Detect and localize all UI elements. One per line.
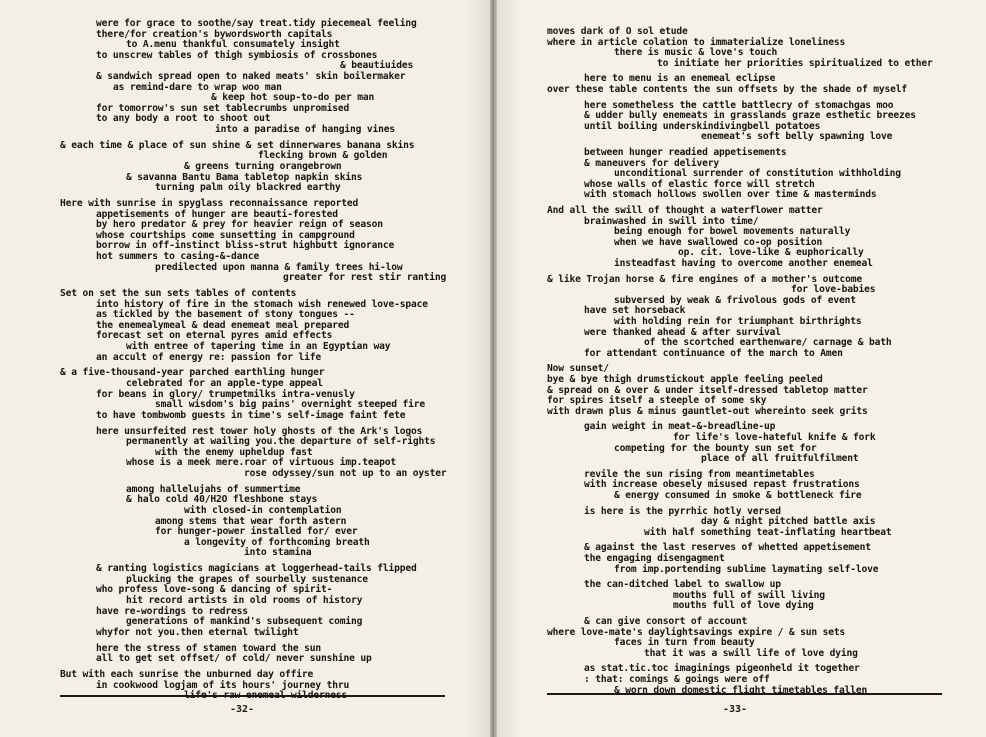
text-line: until boiling underskindivingbell potatoes bbox=[584, 120, 821, 132]
text-line: here sometheless the cattle battlecry of stomachgas moo bbox=[584, 99, 894, 111]
text-line: among hallelujahs of summertime bbox=[126, 483, 301, 495]
text-line: into history of fire in the stomach wish renewed love-space bbox=[96, 298, 428, 310]
text-line: from imp.portending sublime laymating self-love bbox=[614, 563, 879, 575]
text-line: is here is the pyrrhic hotly versed bbox=[584, 505, 781, 517]
text-line: here to menu is an enemeal eclipse bbox=[584, 73, 776, 85]
text-line: bye & bye thigh drumstickout apple feeling peeled bbox=[547, 374, 823, 385]
text-line: : that: comings & goings were off bbox=[584, 674, 770, 685]
text-line: mouths full of love dying bbox=[673, 600, 814, 612]
text-line: there/for creation's bywordsworth capitals bbox=[96, 28, 333, 40]
text-line: who profess love-song & dancing of spirit- bbox=[96, 584, 333, 596]
text-line: the can-ditched label to swallow up bbox=[584, 579, 781, 591]
text-line: with drawn plus & minus gauntlet-out whereinto seek grits bbox=[547, 405, 868, 417]
text-line: Set on set the sun sets tables of contents bbox=[60, 288, 297, 299]
text-line: small wisdom's big pains' overnight steeped fire bbox=[155, 399, 426, 411]
text-line: for hunger-power installed for/ ever bbox=[155, 526, 358, 538]
text-line: & keep hot soup-to-do per man bbox=[211, 92, 375, 104]
text-line: & each time & place of sun shine & set dinnerwares banana skins bbox=[60, 139, 415, 151]
text-line: as stat.tic.toc imaginings pigeonheld it together bbox=[584, 663, 860, 675]
text-line: the engaging disengagment bbox=[584, 553, 725, 564]
text-line: here the stress of stamen toward the sun bbox=[96, 642, 322, 654]
text-line: have set horseback bbox=[584, 305, 686, 317]
text-line: celebrated for an apple-type appeal bbox=[126, 378, 323, 389]
text-line: unconditional surrender of constitution withholding bbox=[614, 168, 901, 180]
text-line: were for grace to soothe/say treat.tidy piecemeal feeling bbox=[96, 18, 417, 29]
text-line: greater for rest stir ranting bbox=[283, 272, 447, 284]
text-line: into a paradise of hanging vines bbox=[215, 124, 396, 135]
text-line: among stems that wear forth astern bbox=[155, 515, 347, 527]
text-line: with closed-in contemplation bbox=[184, 505, 342, 516]
text-line: Now sunset/ bbox=[547, 363, 609, 375]
page-number: -32- bbox=[230, 704, 255, 715]
text-line: & like Trojan horse & fire engines of a mother's outcome bbox=[547, 273, 863, 285]
text-line: moves dark of O sol etude bbox=[547, 26, 688, 37]
text-line: there is music & love's touch bbox=[614, 47, 778, 59]
text-line: whose walls of elastic force will stretch bbox=[584, 178, 815, 190]
text-line: & beautiuides bbox=[340, 60, 414, 72]
text-line: op. cit. love-like & euphorically bbox=[678, 247, 864, 259]
text-line: were thanked ahead & after survival bbox=[584, 326, 781, 338]
text-line: that it was a swill life of love dying bbox=[644, 647, 858, 659]
text-line: whose courtships come sunsetting in campground bbox=[96, 229, 355, 241]
text-line: & against the last reserves of whetted appetisement bbox=[584, 542, 871, 554]
text-line: borrow in off-instinct bliss-strut highbutt ignorance bbox=[96, 240, 395, 252]
text-line: here unsurfeited rest tower holy ghosts of the Ark's logos bbox=[96, 425, 423, 437]
text-line: with stomach hollows swollen over time & masterminds bbox=[584, 189, 877, 201]
text-line: into stamina bbox=[244, 547, 312, 559]
text-line: where in article colation to immaterialize loneliness bbox=[547, 36, 846, 48]
text-line: an accult of energy re: passion for life bbox=[96, 351, 322, 363]
left-page bbox=[0, 0, 491, 737]
text-line: by hero predator & prey for heavier reign of season bbox=[96, 219, 383, 231]
text-line: for love-babies bbox=[791, 284, 876, 296]
text-line: permanently at wailing you.the departure of self-rights bbox=[126, 436, 436, 448]
text-line: with increase obesely misused repast frustrations bbox=[584, 479, 860, 491]
text-line: flecking brown & golden bbox=[258, 150, 388, 162]
text-line: rose odyssey/sun not up to an oyster bbox=[244, 468, 447, 479]
text-line: insteadfast having to overcome another enemeal bbox=[614, 258, 873, 269]
text-line: all to get set offset/ of cold/ never sunshine up bbox=[96, 653, 372, 665]
text-line: for attendant continuance of the march to Amen bbox=[584, 347, 843, 359]
text-line: with entree of tapering time in an Egyptian way bbox=[126, 341, 391, 352]
text-line: & greens turning orangebrown bbox=[184, 161, 342, 172]
text-line: to any body a root to shoot out bbox=[96, 113, 271, 125]
text-line: & can give consort of account bbox=[584, 616, 748, 627]
page-number: -33- bbox=[723, 704, 748, 715]
text-line: for life's love-hateful knife & fork bbox=[673, 432, 876, 443]
text-line: revile the sun rising from meantimetables bbox=[584, 468, 815, 480]
text-line: Here with sunrise in spyglass reconnaissance reported bbox=[60, 198, 359, 209]
text-line: gain weight in meat-&-breadline-up bbox=[584, 421, 776, 433]
text-line: day & night pitched battle axis bbox=[701, 516, 876, 528]
text-line: turning palm oily blackred earthy bbox=[155, 182, 341, 194]
text-line: over these table contents the sun offsets by the shade of myself bbox=[547, 84, 908, 95]
text-line: with holding rein for triumphant birthrights bbox=[614, 316, 862, 327]
text-line: & maneuvers for delivery bbox=[584, 157, 720, 169]
text-line: & energy consumed in smoke & bottleneck fire bbox=[614, 490, 862, 501]
text-line: hot summers to casing-&-dance bbox=[96, 251, 260, 262]
text-line: & spread on & over & under itself-dressed tabletop matter bbox=[547, 384, 868, 396]
text-line: to initiate her priorities spiritualized to ether bbox=[657, 57, 933, 69]
text-line: the enemealymeal & dead enemeat meal prepared bbox=[96, 319, 350, 331]
text-line: forecast set on eternal pyres amid effects bbox=[96, 330, 333, 342]
text-line: place of all fruitfulfilment bbox=[701, 453, 859, 465]
text-line: faces in turn from beauty bbox=[614, 637, 755, 649]
text-line: with half something teat-inflating heartbeat bbox=[644, 526, 892, 538]
text-line: generations of mankind's subsequent coming bbox=[126, 616, 363, 628]
text-line: hit record artists in old rooms of history bbox=[126, 595, 363, 606]
text-line: have re-wordings to redress bbox=[96, 605, 248, 617]
text-line: being enough for bowel movements naturally bbox=[614, 226, 851, 238]
text-line: And all the swill of thought a waterflower matter bbox=[547, 205, 823, 216]
text-line: to unscrew tables of thigh symbiosis of crossbones bbox=[96, 49, 378, 61]
text-line: & savanna Bantu Bama tabletop napkin skins bbox=[126, 171, 363, 183]
text-line: to A.menu thankful consumately insight bbox=[126, 39, 340, 51]
text-line: plucking the grapes of sourbelly sustenance bbox=[126, 573, 368, 585]
page-gutter-shadow bbox=[497, 0, 521, 737]
text-line: mouths full of swill living bbox=[673, 589, 825, 601]
text-line: But with each sunrise the unburned day offire bbox=[60, 669, 314, 680]
text-line: a longevity of forthcoming breath bbox=[184, 536, 370, 548]
text-line: & ranting logistics magicians at loggerhead-tails flipped bbox=[96, 563, 417, 575]
text-line: whyfor not you.then eternal twilight bbox=[96, 626, 299, 638]
text-line: subversed by weak & frivolous gods of event bbox=[614, 294, 856, 306]
text-line: predilected upon manna & family trees hi-low bbox=[155, 261, 403, 273]
text-line: brainwashed in swill into time/ bbox=[584, 215, 759, 227]
text-line: where love-mate's daylightsavings expire / & sun sets bbox=[547, 626, 846, 638]
text-line: & a five-thousand-year parched earthling hunger bbox=[60, 367, 325, 379]
text-line: & worn down domestic flight timetables fallen bbox=[614, 684, 868, 696]
text-line: enemeat's soft belly spawning love bbox=[701, 131, 893, 143]
right-page bbox=[497, 0, 986, 737]
text-line: & sandwich spread open to naked meats' skin boilermaker bbox=[96, 71, 406, 82]
text-line: between hunger readied appetisements bbox=[584, 147, 787, 158]
text-line: for spires itself a steeple of some sky bbox=[547, 395, 767, 407]
text-line: for beans in glory/ trumpetmilks intra-venusly bbox=[96, 388, 355, 400]
text-line: as remind-dare to wrap woo man bbox=[113, 81, 282, 93]
book-gutter bbox=[490, 0, 497, 737]
text-line: & udder bully enemeats in grasslands graze esthetic breezes bbox=[584, 110, 916, 122]
text-line: to have tombwomb guests in time's self-image faint fete bbox=[96, 409, 406, 421]
text-line: as tickled by the basement of stony tongues -- bbox=[96, 309, 355, 321]
page-gutter-shadow bbox=[466, 0, 490, 737]
text-line: competing for the bounty sun set for bbox=[614, 442, 817, 454]
text-line: when we have swallowed co-op position bbox=[614, 236, 823, 248]
text-line: appetisements of hunger are beauti-forested bbox=[96, 208, 338, 220]
text-line: with the enemy upheldup fast bbox=[155, 446, 313, 458]
text-line: life's raw enemeal wilderness bbox=[184, 690, 348, 702]
text-line: whose is a meek mere.roar of virtuous imp.teapot bbox=[126, 457, 397, 469]
text-line: & halo cold 40/H2O fleshbone stays bbox=[126, 494, 318, 506]
text-line: of the scortched earthenware/ carnage & bath bbox=[644, 337, 892, 349]
text-line: in cookwood logjam of its hours' journey thru bbox=[96, 679, 350, 691]
text-line: for tomorrow's sun set tablecrumbs unpromised bbox=[96, 102, 350, 114]
